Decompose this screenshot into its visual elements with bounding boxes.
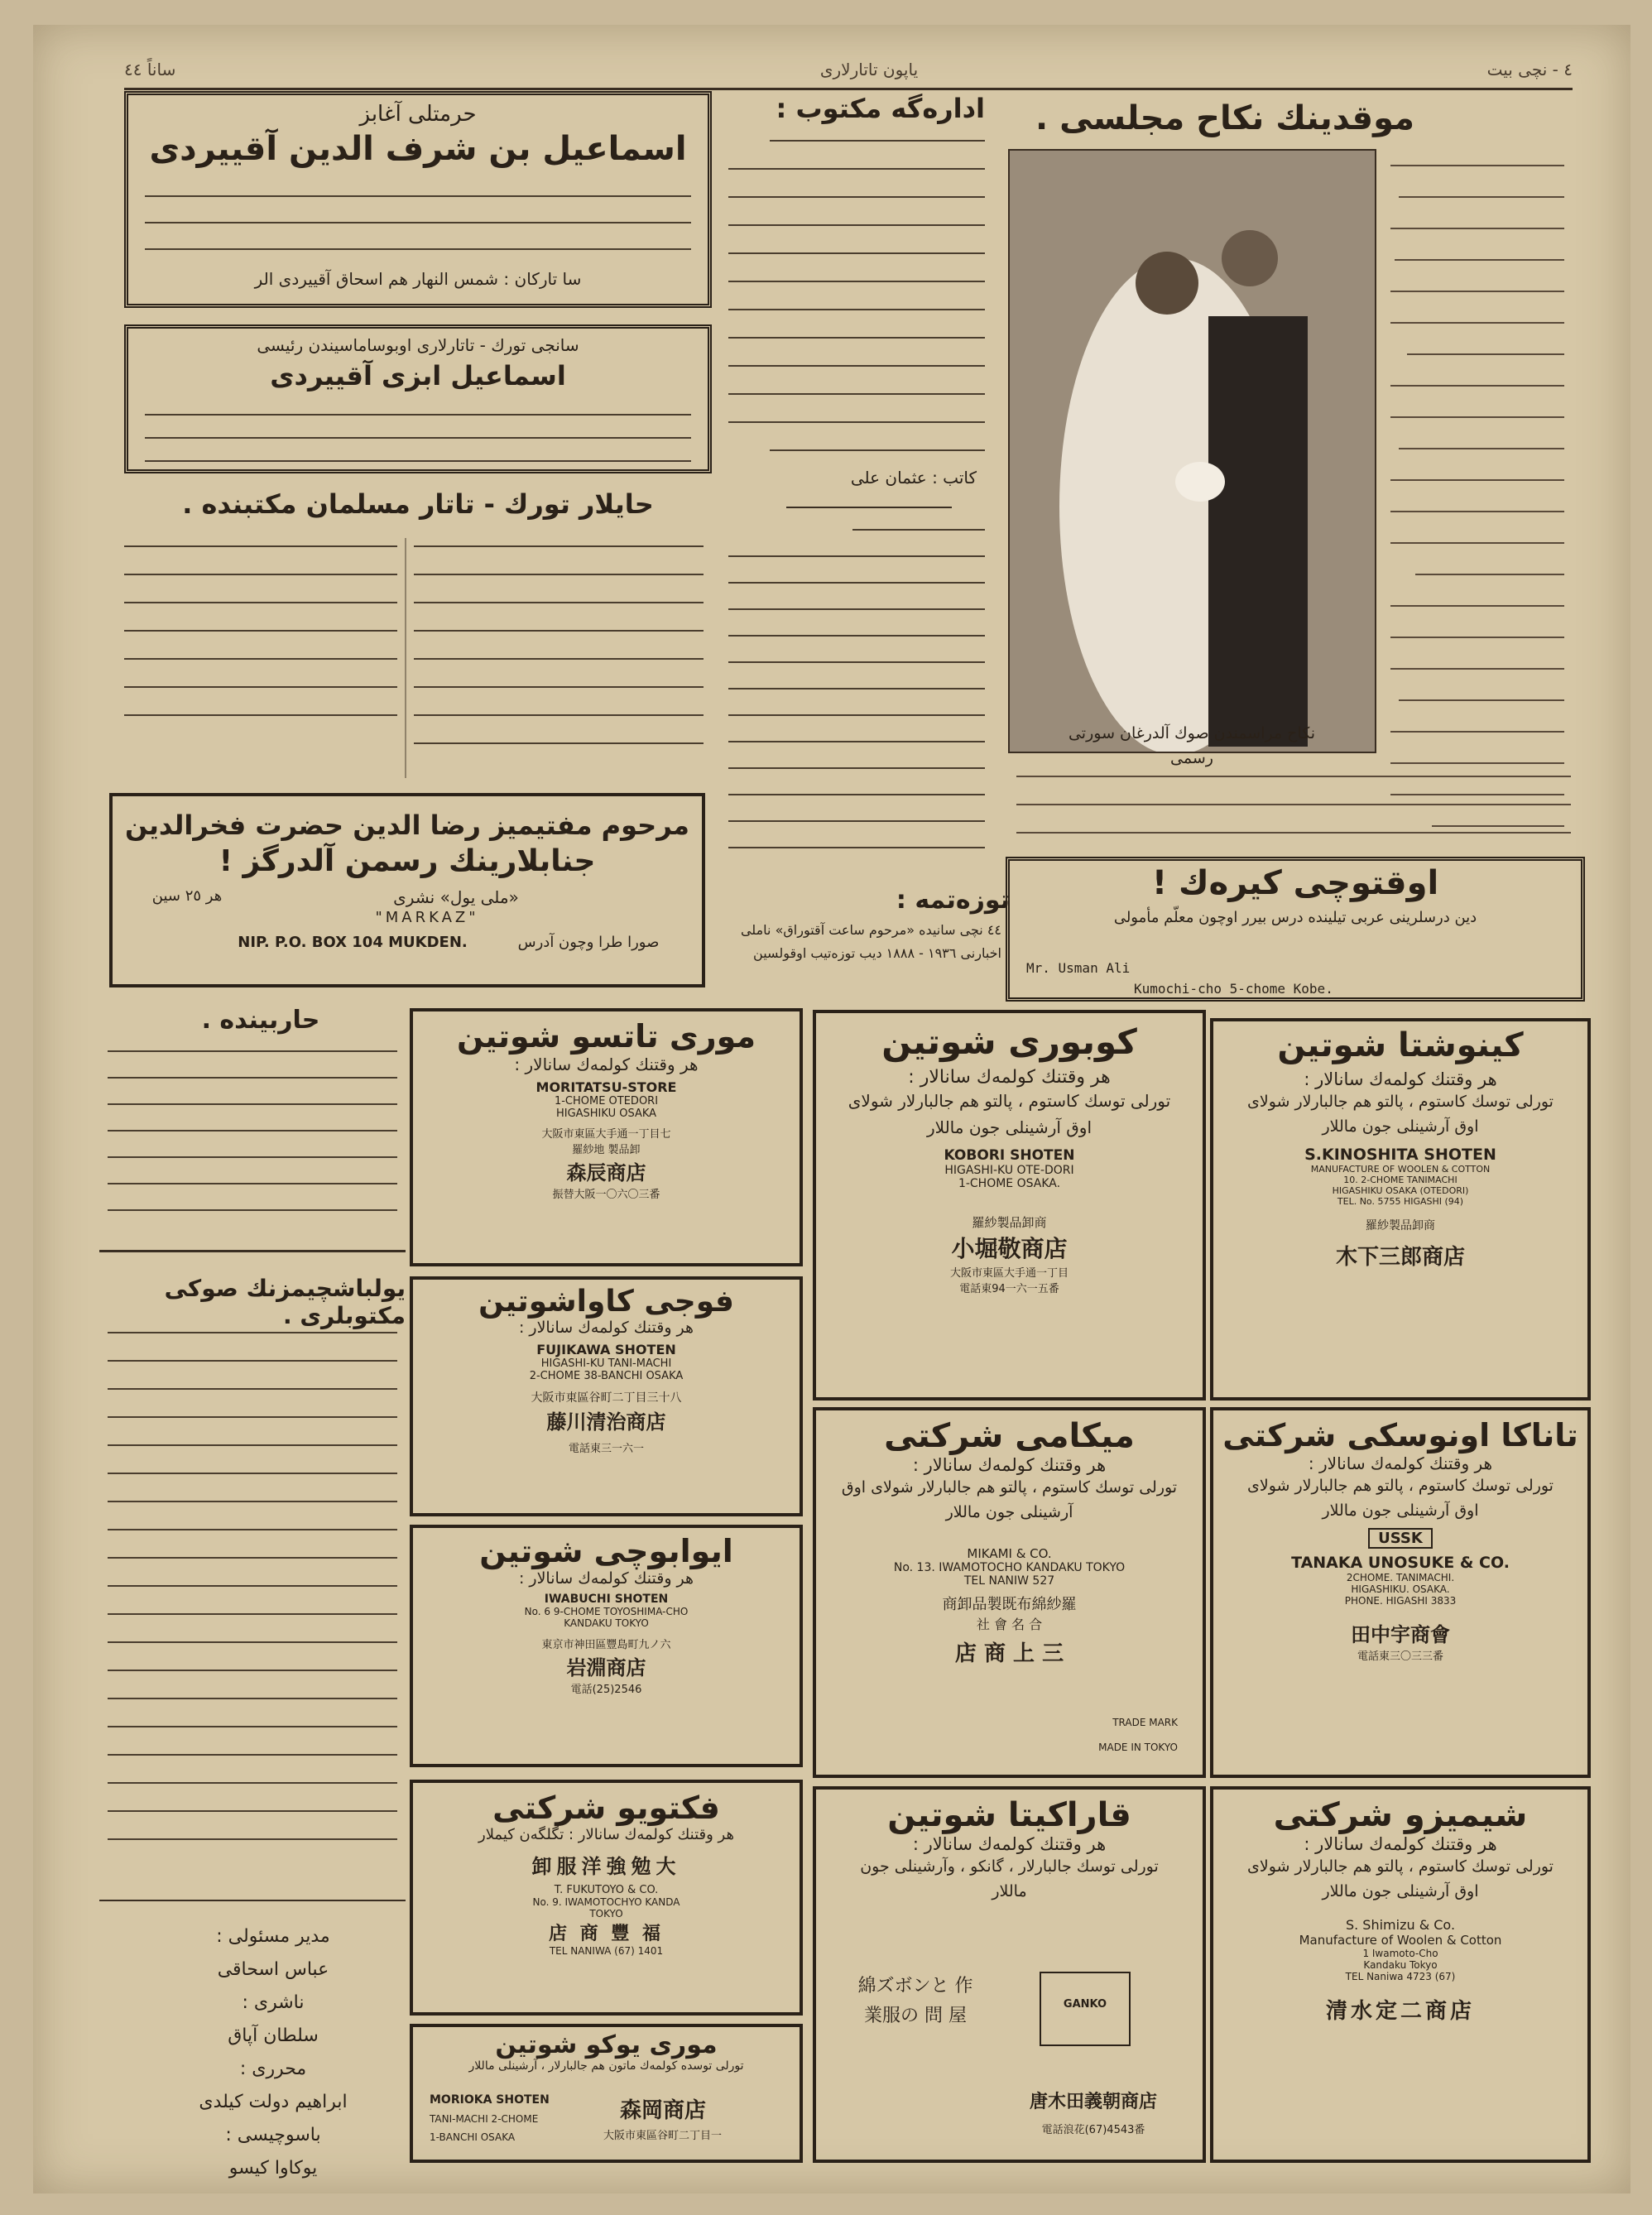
obituary-subtitle: حرمتلی آغابز	[359, 102, 477, 127]
page-number: ساناً ٤٤	[124, 60, 176, 79]
ad-subtitle: هر وقتنك كولمەك سانالار :	[514, 1055, 699, 1074]
ad-subtitle: تورلی توسدە كولمەك ماتون هم جالبارلار ، آرشینلی ماللار	[468, 2059, 744, 2073]
ad-subtitle: هر وقتنك كولمەك سانالار :	[1304, 1834, 1497, 1854]
ad-en-addr1: 1 Iwamoto-Cho	[1362, 1948, 1438, 1959]
markaz-latin1: "MARKAZ"	[375, 909, 479, 926]
ad-jp-name: 木下三郎商店	[1335, 1245, 1465, 1270]
ad-title: كینوشتا شوتین	[1277, 1026, 1524, 1064]
obituary2-text	[145, 405, 691, 471]
ad-en-tel: TEL NANIW 527	[963, 1574, 1055, 1588]
ad-en-name: MORITATSU-STORE	[535, 1079, 677, 1095]
ad-en-name: S.KINOSHITA SHOTEN	[1304, 1146, 1496, 1164]
ad-en-name: T. FUKUTOYO & CO.	[554, 1884, 659, 1896]
ad-subtitle: هر وقتنك كولمەك سانالار :	[518, 1319, 694, 1337]
ad-title: كوبوری شوتین	[881, 1021, 1137, 1062]
ad-en-name: MORIOKA SHOTEN	[430, 2093, 550, 2107]
ad-subtitle: هر وقتنك كولمەك سانالار :	[908, 1067, 1111, 1088]
staff-line: محرری :	[239, 2059, 307, 2079]
yulbash-text	[99, 1324, 406, 1854]
ad-title: میكامی شركتی	[884, 1417, 1135, 1455]
ad-en-name: KOBORI SHOTEN	[944, 1147, 1075, 1164]
ad-en-tel: TEL. No. 5755 HIGASHI (94)	[1337, 1196, 1464, 1207]
staff-line: ناشری :	[242, 1992, 305, 2013]
ad-mikami	[813, 1407, 1206, 1778]
yulbash-title: یولباشچیمزنك صوكی مكتوبلری .	[164, 1275, 406, 1329]
ad-jp-tel: 電話東三〇三三番	[1357, 1650, 1443, 1663]
ad-en-line1: MANUFACTURE OF WOOLEN & COTTON	[1310, 1164, 1491, 1175]
ganko-logo: GANKO	[1040, 1972, 1131, 2046]
ad-jp-name: 小堀敬商店	[951, 1235, 1068, 1262]
harbin-text	[99, 1043, 406, 1242]
ad-tel: TEL NANIWA (67) 1401	[549, 1945, 664, 1957]
ad-title: ایوابوچی شوتین	[479, 1533, 733, 1569]
ad-en-addr2: TOKYO	[589, 1908, 623, 1920]
ad-jp-company: 社 會 名 合	[976, 1617, 1043, 1632]
ad-jp-name: 岩淵商店	[566, 1656, 646, 1679]
ad-en-addr2: 2-CHOME 38-BANCHI OSAKA	[529, 1370, 684, 1382]
ad-trademark: TRADE MARK	[1112, 1717, 1178, 1728]
ad-en-kind: Manufacture of Woolen & Cotton	[1299, 1933, 1502, 1948]
ad-jp-addr: 大阪市東區谷町二丁目一	[603, 2130, 723, 2142]
ad-jp-addr: 大阪市東區大手通一丁目	[949, 1267, 1069, 1280]
ad-title: فكتویو شركتی	[492, 1790, 720, 1826]
ad-jp-tel: 電話東三一六一	[568, 1443, 644, 1455]
wedding-article-text	[1382, 149, 1573, 861]
ad-en-tel: PHONE. HIGASHI 3833	[1344, 1595, 1457, 1607]
ad-title: تاناكا اونوسكی شركتی	[1222, 1417, 1578, 1453]
ad-made-in: MADE IN TOKYO	[1098, 1742, 1178, 1753]
ad-subtitle: هر وقتنك كولمەك سانالار : تگلگەن كیملار	[478, 1826, 734, 1843]
staff-line: عباس اسحاقی	[217, 1959, 329, 1980]
markaz-latin2: NIP. P.O. BOX 104 MUKDEN.	[238, 934, 468, 951]
ad-title: قاراكیتا شوتین	[887, 1796, 1131, 1834]
ad-jp-name: 清水定二商店	[1325, 1999, 1475, 2024]
ad-jp-tel: 電話東94一六一五番	[959, 1283, 1059, 1295]
ad-shimizu	[1210, 1786, 1591, 2163]
ad-en-addr2: 1-BANCHI OSAKA	[430, 2131, 516, 2143]
ad-title: موری یوكو شوتین	[495, 2030, 718, 2059]
ad-en-addr2: HIGASHIKU OSAKA	[555, 1108, 657, 1120]
markaz-line2: جنابلارینك رسمن آلدرگز !	[219, 844, 596, 878]
markaz-ad	[109, 793, 705, 987]
teacher-title: اوقتوچی كیرەك !	[1151, 864, 1439, 902]
ad-jp-kind: 羅紗製品卸商	[1366, 1219, 1435, 1232]
markaz-line3: «ملی یول» نشری	[393, 887, 519, 907]
ad-body: تورلی توسك كاستوم ، پالتو هم جالبارلار شولای اوق آرشینلی جون ماللار	[1247, 1857, 1554, 1900]
ad-en-addr1: 2CHOME. TANIMACHI.	[1346, 1572, 1455, 1583]
correction-title: توزەتمە :	[896, 886, 1010, 915]
letter-text	[720, 132, 993, 480]
divider-1	[99, 1250, 406, 1252]
wedding-photo-image	[1010, 151, 1376, 753]
ad-en-addr1: 1-CHOME OTEDORI	[554, 1095, 659, 1108]
teacher-text: دین درسلرینی عربی تیلیندە درس بیرر اوچون معلّم مأمولی	[1113, 909, 1477, 926]
ad-jp-tel: 振替大阪一〇六〇三番	[552, 1189, 660, 1201]
ad-kinoshita	[1210, 1018, 1591, 1401]
ad-en-addr1: TANI-MACHI 2-CHOME	[430, 2113, 539, 2125]
teacher-address: Kumochi-cho 5-chome Kobe.	[1134, 981, 1333, 997]
ad-iwabuchi	[410, 1525, 803, 1767]
markaz-line1: مرحوم مفتیمیز رضا الدین حضرت فخرالدین	[125, 810, 689, 841]
ad-en-addr2: Kandaku Tokyo	[1363, 1959, 1438, 1971]
ad-en-addr: No. 13. IWAMOTOCHO KANDAKU TOKYO	[893, 1561, 1126, 1574]
letter-signature: كاتب : عثمان علی	[850, 468, 977, 488]
ad-tanaka	[1210, 1407, 1591, 1778]
ad-title: موری تاتسو شوتین	[457, 1018, 756, 1055]
ad-title: فوجی كاواشوتین	[478, 1285, 734, 1319]
ad-en-addr2: HIGASHIKU. OSAKA.	[1351, 1583, 1450, 1595]
letter-title: ادارەگە مكتوب :	[776, 93, 985, 124]
ad-jp-name: 森辰商店	[566, 1161, 646, 1184]
harbin-title: حاربینده .	[201, 1006, 320, 1035]
ad-moritatsu	[410, 1008, 803, 1266]
obituary-text	[145, 186, 691, 269]
ad-en-name: TANAKA UNOSUKE & CO.	[1291, 1554, 1510, 1572]
ad-fujikawa	[410, 1276, 803, 1516]
teacher-name: Mr. Usman Ali	[1026, 960, 1131, 976]
ad-mark: USSK	[1368, 1528, 1433, 1549]
ad-kobori	[813, 1010, 1206, 1401]
ad-body: تورلی توسك جالبارلار ، گانكو ، وآرشینلی جون ماللار	[860, 1857, 1159, 1900]
staff-line: یوكاوا كیسو	[228, 2158, 318, 2179]
ad-jp-tel: 電話浪花(67)4543番	[1041, 2124, 1145, 2136]
wedding-continued-text	[1008, 762, 1579, 853]
obituary-box-2	[124, 324, 712, 473]
ad-body: تورلی توسك كاستوم ، پالتو هم جالبارلار شولای اوق آرشینلی جون ماللار	[1247, 1477, 1554, 1520]
ad-en-addr2: 1-CHOME OSAKA.	[958, 1177, 1061, 1190]
ad-title: شیمیزو شركتی	[1273, 1796, 1528, 1834]
ad-en-name: MIKAMI & CO.	[967, 1546, 1052, 1561]
ad-jp-kind: 綿ズボンと 作業服の 問 屋	[857, 1976, 973, 2026]
ad-en-name: S. Shimizu & Co.	[1345, 1917, 1456, 1933]
ad-body: تورلی توسك كاستوم ، پالتو هم جالبارلار شولای اوق آرشینلی جون ماللار	[848, 1091, 1171, 1137]
ad-jp-name: 店 商 上 三	[954, 1641, 1064, 1666]
obituary-box-1	[124, 91, 712, 308]
ad-jp-name: 田中宇商會	[1351, 1623, 1450, 1646]
markaz-price: هر ٢٥ سین	[151, 887, 223, 905]
wedding-caption: نكاح مراسمندن صوك آلدرغان سورتی	[1068, 724, 1316, 742]
staff-line: مدیر مسئولی :	[216, 1926, 330, 1947]
ad-jp-kind: 羅紗製品卸商	[972, 1215, 1047, 1230]
mukden-title: حایلار تورك - تاتار مسلمان مكتبندە .	[182, 488, 654, 520]
obituary-signature: سا تاركان : شمس النهار هم اسحاق آقییردی الر	[254, 269, 582, 289]
ad-jp-kind: 卸服洋強勉大	[531, 1855, 681, 1878]
ad-jp-kind: 羅紗地 製品卸	[572, 1144, 641, 1156]
ad-karakita	[813, 1786, 1206, 2163]
ad-fukutoyo	[410, 1780, 803, 2016]
ad-en-addr1: No. 9. IWAMOTOCHYO KANDA	[532, 1896, 680, 1908]
ad-en-addr2: KANDAKU TOKYO	[564, 1617, 649, 1629]
divider-2	[99, 1900, 406, 1901]
ad-jp-name: 唐木田義朝商店	[1029, 2092, 1157, 2112]
ad-jp-name: 店 商 豐 福	[549, 1924, 664, 1944]
ad-en-name: FUJIKAWA SHOTEN	[536, 1342, 676, 1357]
ad-en-tel: TEL Naniwa 4723 (67)	[1345, 1971, 1456, 1982]
ad-jp-addr: 大阪市東區谷町二丁目三十八	[531, 1391, 682, 1405]
wedding-title: موقدینك نكاح مجلسی .	[1035, 99, 1414, 137]
obituary2-name: اسماعیل ابزی آقییردی	[270, 360, 566, 392]
ad-en-addr1: HIGASHI-KU OTE-DORI	[944, 1164, 1074, 1177]
staff-line: سلطان آپاق	[228, 2025, 319, 2046]
ad-en-name: IWABUCHI SHOTEN	[544, 1593, 669, 1606]
ad-jp-tel: 電話(25)2546	[570, 1684, 642, 1696]
ad-body: تورلی توسك كاستوم ، پالتو هم جالبارلار شولای اوق آرشینلی جون ماللار	[841, 1478, 1178, 1521]
ad-en-addr1: HIGASHI-KU TANI-MACHI	[540, 1357, 672, 1370]
ad-jp-kind: 商卸品製既布綿紗羅	[942, 1596, 1077, 1613]
ad-jp-addr: 大阪市東區大手通一丁目七	[541, 1128, 671, 1141]
obituary2-subtitle: سانجی تورك - تاتارلاری اوبوساماسیندن رئیسی	[257, 335, 579, 355]
correction-text: ٤٤ نچی سانیدە «مرحوم ساعت آقتوراق» ناملی اخبارنی ١٩٣٦ - ١٨٨٨ دیب توزەتیب اوقولسین	[740, 922, 1001, 961]
ad-subtitle: هر وقتنك كولمەك سانالار :	[912, 1455, 1107, 1475]
masthead: یاپون تاتارلاری	[819, 60, 919, 79]
ad-en-line3: HIGASHIKU OSAKA (OTEDORI)	[1332, 1185, 1469, 1196]
ad-en-line2: 10. 2-CHOME TANIMACHI	[1343, 1175, 1458, 1185]
ad-morioka	[410, 2024, 803, 2163]
ad-subtitle: هر وقتنك كولمەك سانالار :	[1304, 1069, 1497, 1089]
header-rule	[124, 88, 1573, 90]
markaz-address: صورا طرا وچون آدرس	[517, 934, 660, 951]
letter-2-text	[720, 521, 993, 877]
wedding-photo	[1008, 149, 1376, 753]
ad-subtitle: هر وقتنك كولمەك سانالار :	[518, 1569, 694, 1588]
ad-jp-addr: 東京市神田區豐島町九ノ六	[541, 1639, 671, 1651]
teacher-ad	[1006, 857, 1585, 1002]
text-lines	[1382, 149, 1573, 861]
wedding-caption-sub: رسمی	[1170, 749, 1213, 767]
ad-jp-name: 藤川清治商店	[546, 1410, 666, 1434]
ad-jp-name: 森岡商店	[620, 2098, 707, 2123]
staff-line: ابراهیم دولت كیلدی	[199, 2092, 348, 2112]
staff-list	[166, 1920, 381, 2185]
ad-subtitle: هر وقتنك كولمەك سانالار :	[912, 1834, 1107, 1854]
staff-line: باسوچیسی :	[225, 2125, 321, 2145]
mukden-text	[124, 538, 712, 778]
letter-divider	[786, 507, 952, 508]
ad-body: تورلی توسك كاستوم ، پالتو هم جالبارلار شولای اوق آرشینلی جون ماللار	[1247, 1093, 1554, 1136]
obituary-name: اسماعیل بن شرف الدین آقییردی	[149, 130, 687, 168]
page-marker: ٤ - نچی بیت	[1486, 60, 1573, 79]
ad-subtitle: هر وقتنك كولمەك سانالار :	[1308, 1453, 1493, 1473]
ad-en-addr1: No. 6 9-CHOME TOYOSHIMA-CHO	[524, 1606, 689, 1617]
